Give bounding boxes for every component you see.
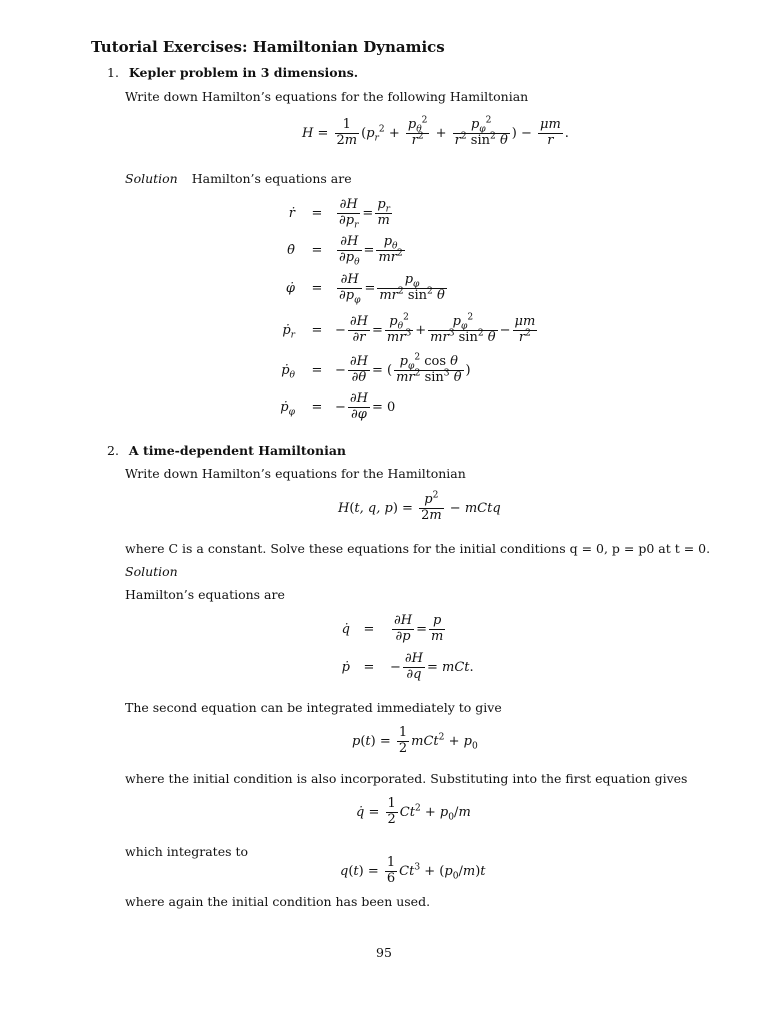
integrate-text: The second equation can be integrated immediately to give (125, 700, 502, 715)
integrates-to-text: which integrates to (125, 844, 249, 859)
solution-text-2: Hamilton’s equations are (125, 587, 285, 602)
time-dependent-hamiltonian-equation: H(t, q, p) = $\frac{p^2}{2m}$ − mCtq (338, 490, 501, 523)
section-2-number: 2. (107, 443, 119, 458)
page-number: 95 (376, 945, 392, 960)
section-1-number: 1. (107, 65, 119, 80)
kepler-hamiltonian-equation: H = $\frac{1}{2m}$ ($p_r^2$ + $\frac{p_\theta^2}{r^2}$ + $\frac{p_\varphi^2}{r^2 \sin^2 \theta}$ ) − $\frac{\mu m}{r}$ . (302, 115, 569, 148)
document-page: Tutorial Exercises: Hamiltonian Dynamics 1. Kepler problem in 3 dimensions. Write down Hamilton’s equations for the following Hamiltonian H = $\frac{1}{2m}$ ($p_r^2$ + $\frac{p_\theta^2}{r^2}$ + $\frac{p_\varphi^2}{r^2 \sin^2 \theta}$ ) − $\frac{\mu m}{r}$ . Solution Hamilton’s equations are ṙ = $\frac{\partial H}{\partial p_r}$ = $\frac{p_r}{m}$ θ̇ = $\frac{\partial H}{\partial p_\theta}$ = $\frac{p_\theta}{mr^2}$ φ̇ = $\frac{\partial H}{\partial p_\varphi}$ = $\frac{p_\varphi}{mr^2 \sin^2 \theta}$ ṗ$_r$ = − $\frac{\partial H}{\partial r}$ = $\frac{p_\theta^2}{mr^3}$ + $\frac{p_\varphi^2}{mr^3 \sin^2 \theta}$ − $\frac{\mu m}{r^2}$ ṗ$_\theta$ = − $\frac{\partial H}{\partial\theta}$ = ( $\frac{p_\varphi^2 \cos \theta}{mr^2 \sin^3 \theta}$ ) ṗ$_\varphi$ = − $\frac{\partial H}{\partial\varphi}$ = 0 2. A time-dependent Hamiltonian Write down Hamilton’s equations for the Hamiltonian H(t, q, p) = $\frac{p^2}{2m}$ − mCtq where C is a constant. Solve these equations for the initial conditions q = 0, p = p0 at t = 0. Solution Hamilton’s equations are q̇ = $\frac{\partial H}{\partial p}$ = $\frac{p}{m}$ ṗ = − $\frac{\partial H}{\partial q}$ = mCt. The second equation can be integrated immediately to give p(t) = $\frac{1}{2}$ $mCt^2 + p_0$ where the initial condition is also incorporated. Substituting into the first equation gives q̇ = $\frac{1}{2}$ $Ct^2 + p_0/m$ which integrates to q(t) = $\frac{1}{6}$ $Ct^3 + (p_0/m)t$ where again the initial condition has been used. 95 (0, 0, 768, 1024)
equation-q-dot-result: q̇ = $\frac{1}{2}$ $Ct^2 + p_0/m$ (356, 796, 471, 827)
solution-label-1: Solution (125, 171, 178, 186)
section-1-intro: Write down Hamilton’s equations for the following Hamiltonian (125, 89, 529, 104)
page-title: Tutorial Exercises: Hamiltonian Dynamics (91, 38, 445, 56)
section-1-solution (125, 171, 352, 186)
section-2-heading (107, 443, 346, 458)
final-text: where again the initial condition has been used. (125, 894, 431, 909)
solution-label-2: Solution (125, 564, 178, 579)
equation-q-of-t: q(t) = $\frac{1}{6}$ $Ct^3 + (p_0/m)t$ (340, 855, 486, 886)
section-1-title: Kepler problem in 3 dimensions. (128, 65, 359, 80)
section-2-intro: Write down Hamilton’s equations for the Hamiltonian (125, 466, 466, 481)
substitute-text: where the initial condition is also incorporated. Substituting into the first equation gives (125, 771, 688, 786)
section-2-conditions: where C is a constant. Solve these equations for the initial conditions q = 0, p = p0 at t = 0. (125, 541, 711, 556)
equation-p-of-t: p(t) = $\frac{1}{2}$ $mCt^2 + p_0$ (352, 725, 478, 756)
section-1-heading (107, 65, 358, 80)
section-2-title: A time-dependent Hamiltonian (128, 443, 347, 458)
solution-text-1: Hamilton’s equations are (191, 171, 352, 186)
